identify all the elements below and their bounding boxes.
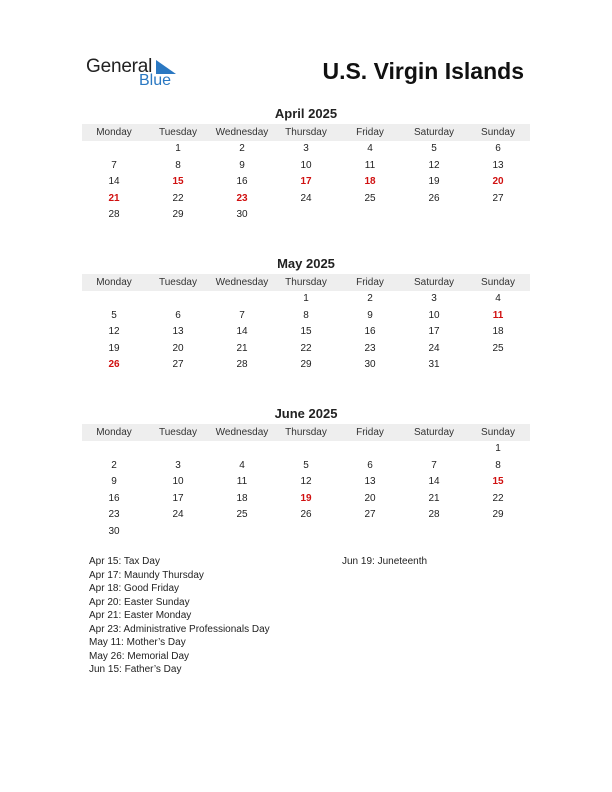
day-grid xyxy=(82,441,530,540)
day-cell: 8 xyxy=(303,309,309,321)
day-grid xyxy=(82,291,530,374)
day-cell: 18 xyxy=(236,492,248,504)
day-cell: 24 xyxy=(428,342,440,354)
day-cell: 24 xyxy=(172,509,184,520)
empty-day-cell xyxy=(338,207,402,224)
day-cell: 3 xyxy=(431,293,437,304)
month-title: May 2025 xyxy=(277,256,335,271)
empty-day-cell xyxy=(466,207,530,224)
day-cell: 30 xyxy=(236,209,248,220)
day-cell: 28 xyxy=(236,359,248,370)
holiday-entry: Apr 15: Tax Day xyxy=(89,556,160,567)
day-cell: 2 xyxy=(367,293,373,304)
holiday-entry: Apr 21: Easter Monday xyxy=(89,610,192,621)
weekday-label: Thursday xyxy=(285,427,327,438)
day-cell: 1 xyxy=(303,293,309,304)
weekday-label: Sunday xyxy=(481,427,515,438)
day-cell: 14 xyxy=(236,326,248,337)
weekday-label: Saturday xyxy=(413,277,455,288)
country-title: U.S. Virgin Islands xyxy=(322,58,524,84)
day-cell: 16 xyxy=(236,176,248,187)
day-cell: 29 xyxy=(300,359,312,370)
logo-word-general: General xyxy=(86,56,153,77)
empty-day-cell xyxy=(338,524,402,541)
day-cell: 13 xyxy=(364,476,376,487)
day-cell: 4 xyxy=(495,293,501,304)
day-cell: 10 xyxy=(428,309,440,321)
day-cell: 23 xyxy=(364,342,376,354)
day-cell: 19 xyxy=(300,492,312,504)
day-cell: 16 xyxy=(364,326,376,337)
weekday-label: Thursday xyxy=(285,127,327,138)
day-cell: 27 xyxy=(492,192,504,204)
empty-day-cell xyxy=(210,441,274,458)
day-cell: 7 xyxy=(111,159,117,171)
day-cell: 20 xyxy=(364,492,376,504)
day-cell: 22 xyxy=(300,342,312,354)
day-cell: 21 xyxy=(428,492,440,504)
empty-day-cell xyxy=(210,524,274,541)
holiday-list-left xyxy=(89,555,270,677)
weekday-header xyxy=(82,424,530,441)
holiday-entry: Apr 23: Administrative Professionals Day xyxy=(89,623,270,635)
day-cell: 7 xyxy=(431,459,437,471)
empty-day-cell xyxy=(466,524,530,541)
day-cell: 20 xyxy=(492,176,504,187)
day-cell: 13 xyxy=(492,159,504,171)
day-cell: 28 xyxy=(108,209,120,220)
day-cell: 25 xyxy=(364,192,376,204)
weekday-label: Wednesday xyxy=(215,277,269,288)
day-cell: 11 xyxy=(492,309,504,321)
holiday-entry: Jun 19: Juneteenth xyxy=(342,556,428,567)
day-cell: 29 xyxy=(492,509,504,520)
day-cell: 22 xyxy=(172,192,184,204)
day-cell: 11 xyxy=(364,159,376,171)
day-cell: 26 xyxy=(300,509,312,520)
logo-word-blue: Blue xyxy=(139,72,172,89)
day-cell: 15 xyxy=(172,176,184,187)
empty-day-cell xyxy=(274,441,338,458)
day-cell: 23 xyxy=(108,509,120,520)
day-cell: 13 xyxy=(172,326,184,337)
holiday-entry: Apr 18: Good Friday xyxy=(89,583,180,594)
day-cell: 15 xyxy=(492,476,504,487)
day-cell: 18 xyxy=(364,176,376,187)
weekday-label: Tuesday xyxy=(159,427,197,438)
day-cell: 5 xyxy=(431,143,437,154)
day-cell: 7 xyxy=(239,309,245,321)
weekday-label: Tuesday xyxy=(159,277,197,288)
day-cell: 5 xyxy=(111,309,117,321)
day-cell: 6 xyxy=(175,309,181,321)
day-cell: 17 xyxy=(172,492,184,504)
day-cell: 9 xyxy=(239,159,245,171)
empty-day-cell xyxy=(210,291,274,308)
day-cell: 25 xyxy=(492,342,504,354)
day-cell: 28 xyxy=(428,509,440,520)
day-cell: 2 xyxy=(239,143,245,154)
day-cell: 9 xyxy=(367,309,373,321)
day-cell: 6 xyxy=(367,459,373,471)
empty-day-cell xyxy=(402,441,466,458)
day-cell: 14 xyxy=(108,176,120,187)
day-cell: 31 xyxy=(428,359,440,370)
weekday-label: Thursday xyxy=(285,277,327,288)
day-cell: 2 xyxy=(111,459,117,471)
empty-day-cell xyxy=(466,357,530,374)
day-cell: 23 xyxy=(236,192,248,204)
day-cell: 15 xyxy=(300,326,312,337)
weekday-label: Friday xyxy=(356,277,384,288)
weekday-label: Sunday xyxy=(481,277,515,288)
day-cell: 29 xyxy=(172,209,184,220)
day-cell: 16 xyxy=(108,492,120,504)
holiday-entry: Apr 20: Easter Sunday xyxy=(89,596,190,608)
day-cell: 22 xyxy=(492,492,504,504)
weekday-label: Saturday xyxy=(413,127,455,138)
empty-day-cell xyxy=(338,441,402,458)
day-cell: 21 xyxy=(236,342,248,354)
day-cell: 21 xyxy=(108,192,120,204)
holiday-entry: May 11: Mother’s Day xyxy=(89,637,186,648)
empty-day-cell xyxy=(274,524,338,541)
day-cell: 3 xyxy=(303,143,309,154)
day-cell: 4 xyxy=(367,143,373,154)
empty-day-cell xyxy=(82,291,146,308)
day-cell: 25 xyxy=(236,509,248,520)
generalblue-logo xyxy=(86,56,186,92)
weekday-label: Saturday xyxy=(413,427,455,438)
day-cell: 11 xyxy=(236,476,248,487)
day-cell: 12 xyxy=(300,476,312,487)
day-cell: 12 xyxy=(108,326,120,337)
empty-day-cell xyxy=(402,207,466,224)
day-cell: 8 xyxy=(175,159,181,171)
weekday-label: Wednesday xyxy=(215,127,269,138)
month-title: April 2025 xyxy=(274,106,338,121)
holiday-entry: May 26: Memorial Day xyxy=(89,650,190,662)
day-cell: 17 xyxy=(300,176,312,187)
month-april xyxy=(82,106,530,224)
day-cell: 3 xyxy=(175,459,181,471)
day-cell: 26 xyxy=(108,359,120,370)
day-cell: 27 xyxy=(172,359,184,370)
empty-day-cell xyxy=(274,207,338,224)
empty-day-cell xyxy=(146,524,210,541)
weekday-label: Monday xyxy=(96,277,132,288)
day-cell: 30 xyxy=(364,359,376,370)
weekday-label: Friday xyxy=(356,127,384,138)
weekday-header xyxy=(82,274,530,291)
day-cell: 1 xyxy=(175,143,181,154)
day-cell: 4 xyxy=(239,459,245,471)
month-june xyxy=(82,406,530,540)
day-cell: 19 xyxy=(108,342,120,354)
weekday-header xyxy=(82,124,530,141)
day-cell: 30 xyxy=(108,525,120,537)
empty-day-cell xyxy=(146,291,210,308)
day-cell: 12 xyxy=(428,159,440,171)
weekday-label: Sunday xyxy=(481,127,515,138)
day-cell: 5 xyxy=(303,459,309,471)
empty-day-cell xyxy=(82,141,146,158)
month-title: June 2025 xyxy=(274,406,338,421)
day-cell: 10 xyxy=(172,476,184,487)
empty-day-cell xyxy=(82,441,146,458)
holiday-list-right xyxy=(342,555,427,569)
day-cell: 17 xyxy=(428,326,440,337)
day-cell: 10 xyxy=(300,159,312,171)
weekday-label: Tuesday xyxy=(159,127,197,138)
day-cell: 14 xyxy=(428,476,440,487)
day-cell: 26 xyxy=(428,192,440,204)
empty-day-cell xyxy=(402,524,466,541)
day-cell: 27 xyxy=(364,509,376,520)
weekday-label: Wednesday xyxy=(215,427,269,438)
day-cell: 20 xyxy=(172,342,184,354)
day-cell: 6 xyxy=(495,143,501,154)
day-cell: 1 xyxy=(495,443,501,454)
weekday-label: Friday xyxy=(356,427,384,438)
day-cell: 24 xyxy=(300,192,312,204)
day-cell: 8 xyxy=(495,459,501,471)
weekday-label: Monday xyxy=(96,427,132,438)
holiday-entry: Jun 15: Father’s Day xyxy=(89,664,182,675)
day-cell: 9 xyxy=(111,476,117,487)
holiday-entry: Apr 17: Maundy Thursday xyxy=(89,569,204,581)
weekday-label: Monday xyxy=(96,127,132,138)
day-cell: 19 xyxy=(428,176,440,187)
month-may xyxy=(82,256,530,374)
day-cell: 18 xyxy=(492,326,504,337)
day-grid xyxy=(82,141,530,224)
empty-day-cell xyxy=(146,441,210,458)
